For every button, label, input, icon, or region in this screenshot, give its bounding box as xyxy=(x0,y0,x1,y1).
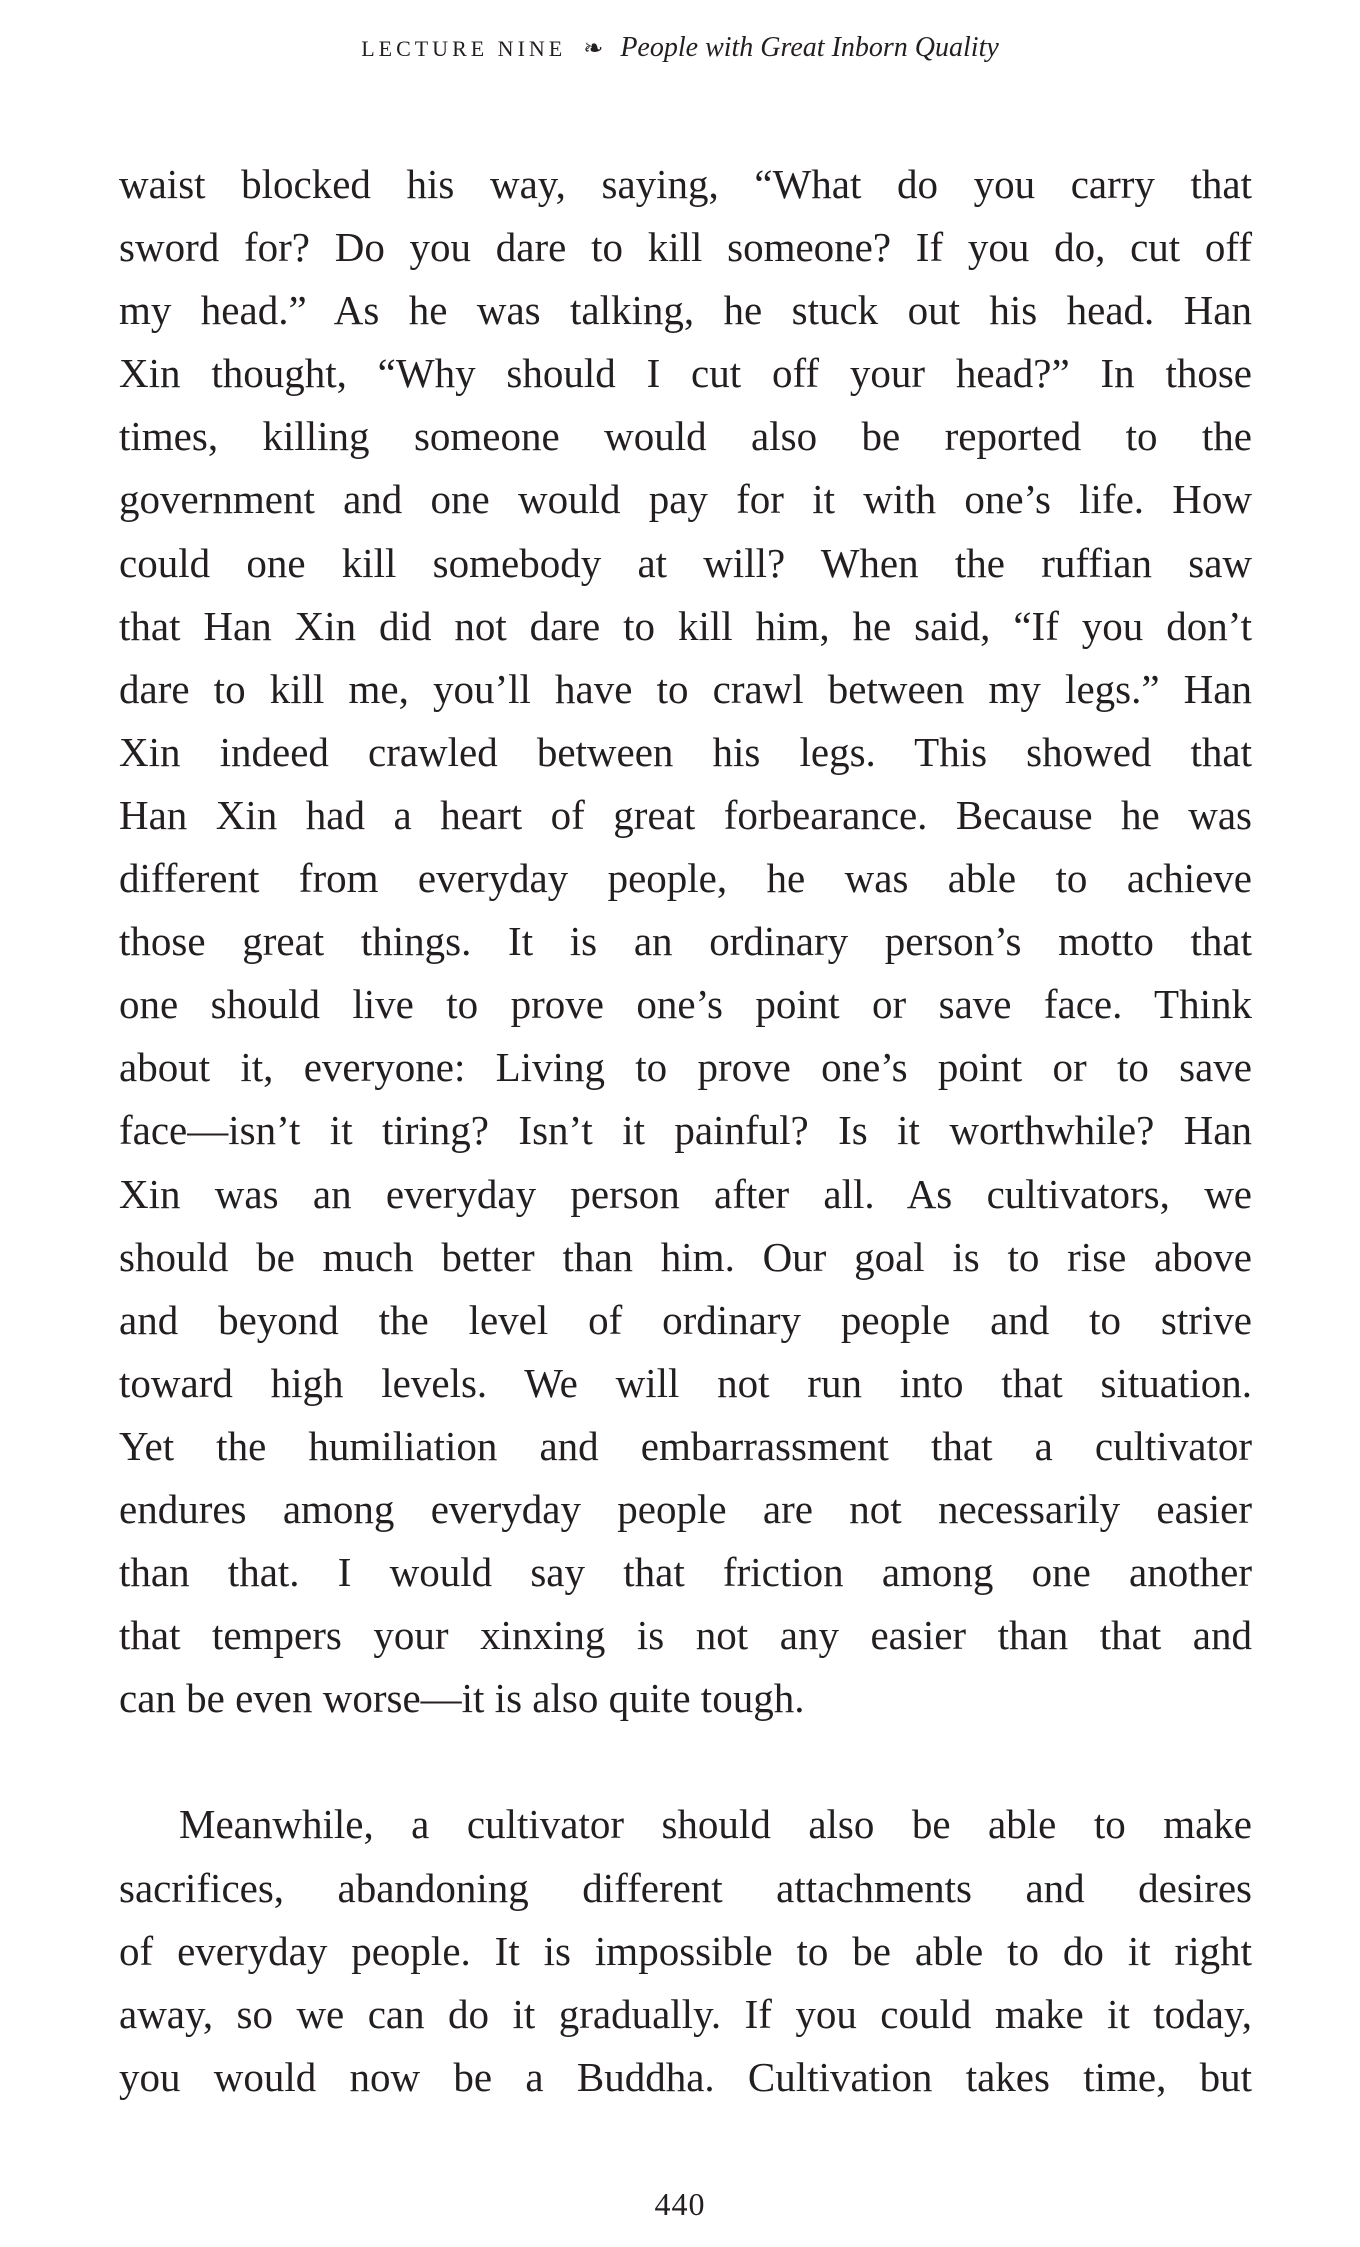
text-line: Yet the humiliation and embarrassment that a cultivator xyxy=(119,1422,1252,1469)
page-number: 440 xyxy=(654,2186,706,2222)
text-line: one should live to prove one’s point or save face. Think xyxy=(119,981,1252,1028)
fleuron-icon: ❧ xyxy=(583,36,604,62)
paragraph xyxy=(119,153,1252,1730)
body-text xyxy=(119,153,1252,2109)
text-line: that Han Xin did not dare to kill him, he said, “If you don’t xyxy=(119,602,1252,649)
text-line: face—isn’t it tiring? Isn’t it painful? Is it worthwhile? Han xyxy=(119,1107,1252,1154)
text-line: of everyday people. It is impossible to be able to do it right xyxy=(119,1927,1252,1974)
text-line: waist blocked his way, saying, “What do you carry that xyxy=(119,161,1252,207)
text-line: can be even worse—it is also quite tough. xyxy=(119,1675,805,1722)
text-line: Xin indeed crawled between his legs. This showed that xyxy=(119,728,1252,775)
paragraph xyxy=(119,1793,1252,2108)
text-line: times, killing someone would also be reported to the xyxy=(119,413,1252,460)
text-line: that tempers your xinxing is not any easier than that and xyxy=(119,1612,1252,1659)
text-line: Xin was an everyday person after all. As cultivators, we xyxy=(119,1170,1252,1217)
text-line: those great things. It is an ordinary person’s motto that xyxy=(119,918,1252,965)
chapter-title: People with Great Inborn Quality xyxy=(620,32,999,63)
text-line: you would now be a Buddha. Cultivation takes time, but xyxy=(119,2053,1252,2100)
text-line: away, so we can do it gradually. If you could make it today, xyxy=(119,1990,1252,2037)
text-line: Meanwhile, a cultivator should also be able to make xyxy=(179,1801,1252,1848)
running-header xyxy=(0,28,1360,69)
text-line: toward high levels. We will not run into that situation. xyxy=(119,1359,1252,1406)
text-line: government and one would pay for it with one’s life. How xyxy=(119,476,1252,523)
text-line: sacrifices, abandoning different attachments and desires xyxy=(119,1864,1252,1911)
text-line: sword for? Do you dare to kill someone? If you do, cut off xyxy=(119,224,1252,271)
text-line: should be much better than him. Our goal is to rise above xyxy=(119,1233,1252,1280)
text-line: than that. I would say that friction among one another xyxy=(119,1549,1252,1596)
text-line: endures among everyday people are not necessarily easier xyxy=(119,1485,1252,1532)
text-line: different from everyday people, he was able to achieve xyxy=(119,855,1252,902)
text-line: Xin thought, “Why should I cut off your head?” In those xyxy=(119,350,1252,397)
lecture-label: LECTURE NINE xyxy=(361,36,567,61)
text-line: Han Xin had a heart of great forbearance. Because he was xyxy=(119,791,1252,838)
text-line: and beyond the level of ordinary people and to strive xyxy=(119,1296,1252,1343)
text-line: dare to kill me, you’ll have to crawl between my legs.” Han xyxy=(119,665,1252,712)
text-line: my head.” As he was talking, he stuck out his head. Han xyxy=(119,287,1252,334)
text-line: could one kill somebody at will? When the ruffian saw xyxy=(119,539,1252,586)
paragraph-gap xyxy=(119,1730,1252,1793)
text-line: about it, everyone: Living to prove one’s point or to save xyxy=(119,1044,1252,1091)
